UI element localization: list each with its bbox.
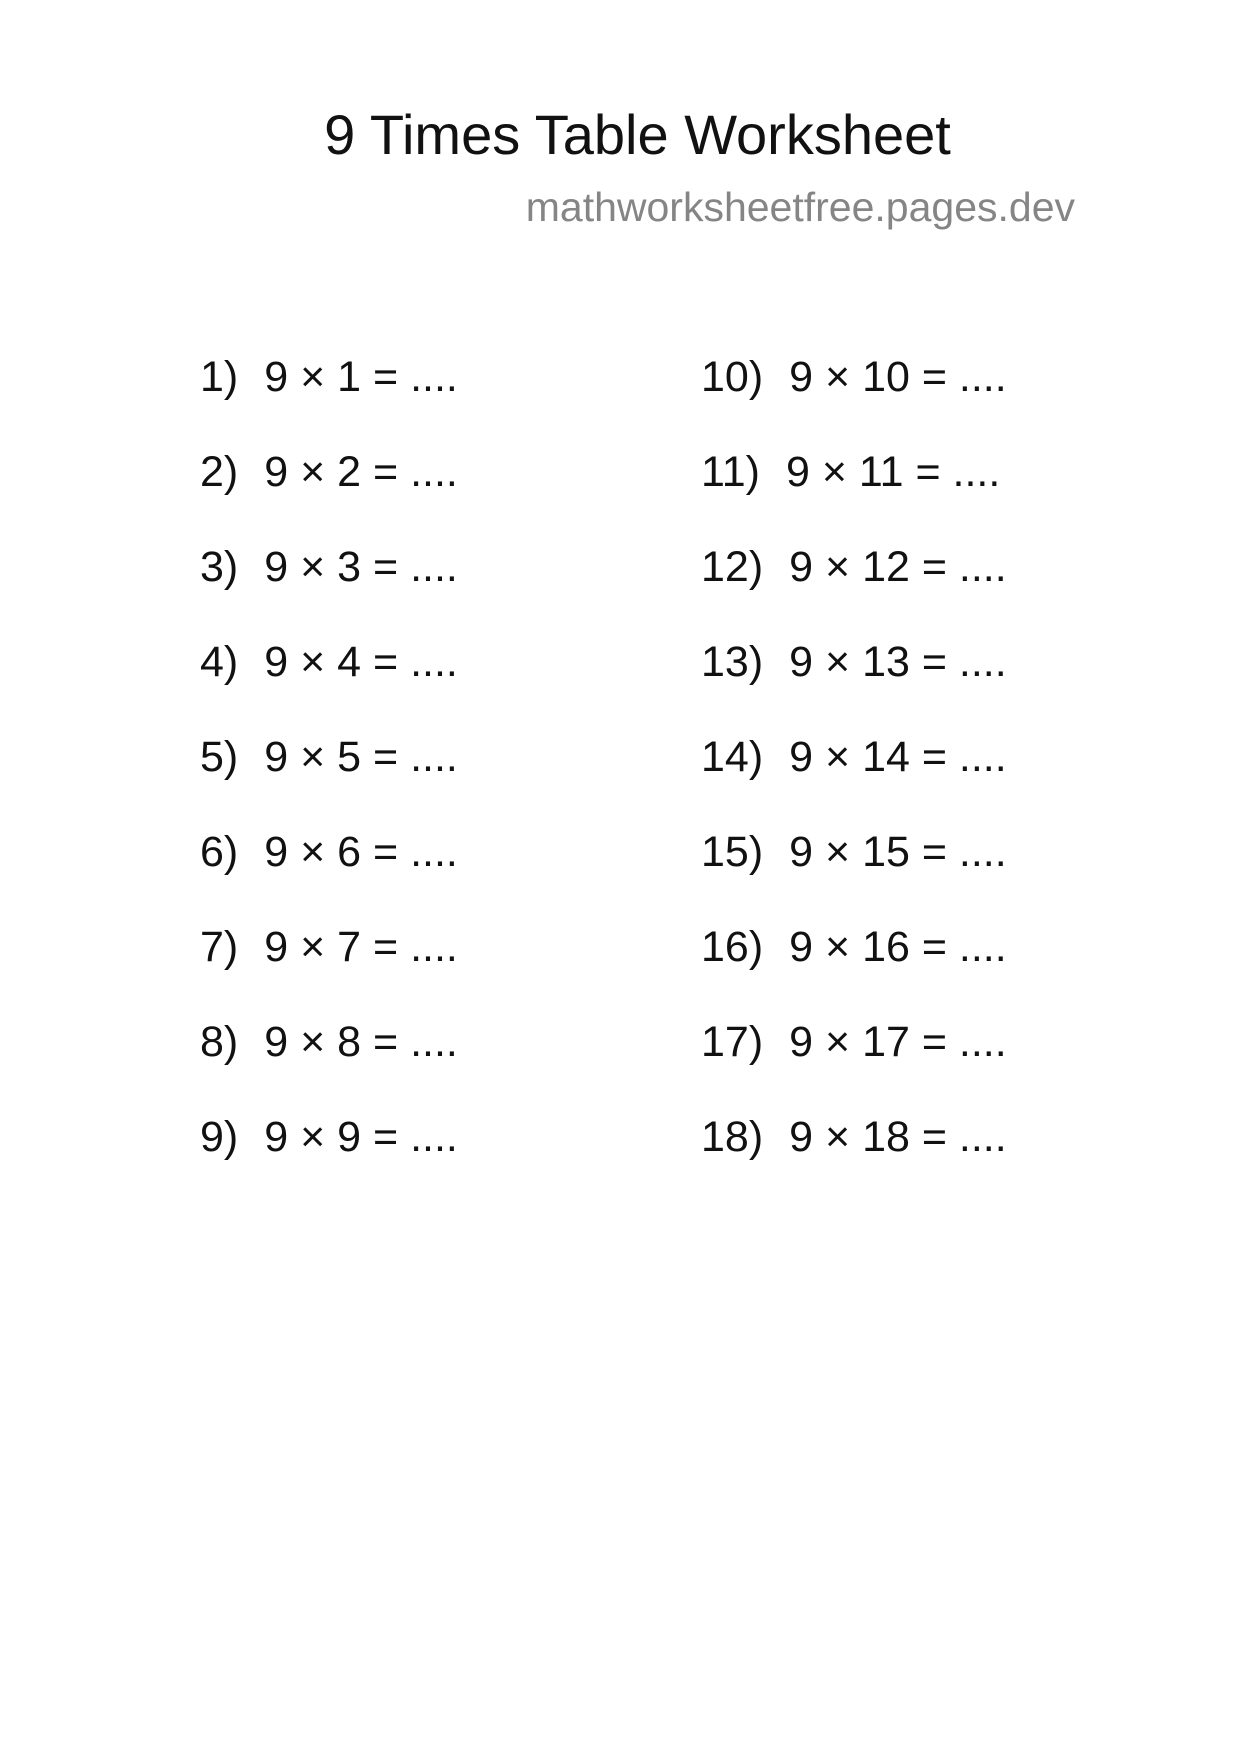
problem-number: 1) [200, 353, 239, 401]
problem-expression: 9 × 2 = .... [264, 448, 458, 496]
problem-item [701, 1012, 1007, 1107]
problem-item [701, 822, 1007, 917]
problem-expression: 9 × 16 = .... [789, 923, 1007, 971]
problem-number: 11) [701, 448, 760, 496]
problem-number: 4) [200, 638, 239, 686]
problem-expression: 9 × 8 = .... [264, 1018, 458, 1066]
problem-expression: 9 × 6 = .... [264, 828, 458, 876]
problem-number: 8) [200, 1018, 239, 1066]
problem-item [200, 537, 458, 632]
problem-item [200, 822, 458, 917]
problem-expression: 9 × 5 = .... [264, 733, 458, 781]
problem-expression: 9 × 13 = .... [789, 638, 1007, 686]
problem-item [701, 1107, 1007, 1202]
problem-expression: 9 × 17 = .... [789, 1018, 1007, 1066]
problem-number: 9) [200, 1113, 239, 1161]
problem-item [701, 727, 1007, 822]
website-url: mathworksheetfree.pages.dev [525, 184, 1075, 230]
problem-number: 6) [200, 828, 239, 876]
problem-item [200, 917, 458, 1012]
problem-number: 2) [200, 448, 239, 496]
problem-item [200, 727, 458, 822]
problem-expression: 9 × 3 = .... [264, 543, 458, 591]
problem-item [701, 632, 1007, 727]
problem-item [200, 1012, 458, 1107]
problem-item [200, 1107, 458, 1202]
problem-item [200, 442, 458, 537]
problem-expression: 9 × 1 = .... [264, 353, 458, 401]
problem-expression: 9 × 10 = .... [789, 353, 1007, 401]
problem-expression: 9 × 18 = .... [789, 1113, 1007, 1161]
problem-item [701, 917, 1007, 1012]
problem-number: 18) [701, 1113, 764, 1161]
problem-column-right [701, 347, 1007, 1202]
problem-number: 16) [701, 923, 764, 971]
problem-number: 10) [701, 353, 764, 401]
problem-number: 15) [701, 828, 764, 876]
problem-expression: 9 × 12 = .... [789, 543, 1007, 591]
problem-number: 7) [200, 923, 239, 971]
problem-number: 5) [200, 733, 239, 781]
problem-number: 17) [701, 1018, 764, 1066]
problem-item [701, 442, 1007, 537]
problem-expression: 9 × 14 = .... [789, 733, 1007, 781]
problem-number: 12) [701, 543, 764, 591]
problem-expression: 9 × 7 = .... [264, 923, 458, 971]
problem-item [200, 347, 458, 442]
problem-expression: 9 × 11 = .... [785, 448, 1001, 496]
problem-item [701, 347, 1007, 442]
problem-expression: 9 × 15 = .... [789, 828, 1007, 876]
problem-item [701, 537, 1007, 632]
problem-item [200, 632, 458, 727]
problem-column-left [200, 347, 458, 1202]
problem-expression: 9 × 4 = .... [264, 638, 458, 686]
problem-number: 3) [200, 543, 239, 591]
page-title: 9 Times Table Worksheet [324, 103, 951, 166]
problem-expression: 9 × 9 = .... [264, 1113, 458, 1161]
problem-number: 13) [701, 638, 764, 686]
problem-number: 14) [701, 733, 764, 781]
